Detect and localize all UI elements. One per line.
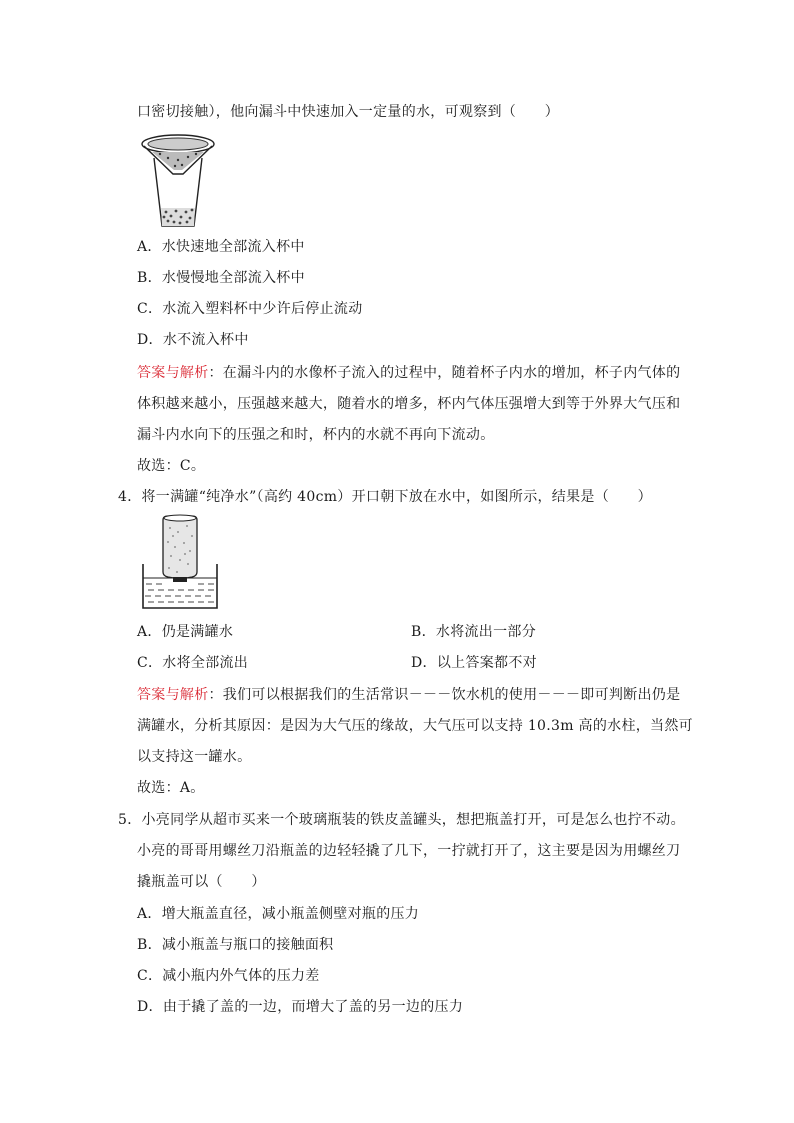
q5-stem-line-1: 5．小亮同学从超市买来一个玻璃瓶装的铁皮盖罐头，想把瓶盖打开，可是怎么也拧不动。 — [118, 812, 685, 828]
funnel-cup-figure — [140, 130, 216, 232]
q3-choice: 故选：C。 — [137, 458, 206, 474]
q4-analysis-text-1: ：我们可以根据我们的生活常识－－－饮水机的使用－－－即可判断出仍是 — [208, 687, 681, 703]
q4-option-b: B．水将流出一部分 — [411, 624, 536, 640]
q3-option-b: B．水慢慢地全部流入杯中 — [137, 270, 305, 286]
q5-stem-line-3: 撬瓶盖可以（ ） — [137, 874, 266, 890]
q3-analysis-line-3: 漏斗内水向下的压强之和时，杯内的水就不再向下流动。 — [137, 427, 495, 443]
q4-analysis-line-3: 以支持这一罐水。 — [137, 749, 252, 765]
q3-option-c: C．水流入塑料杯中少许后停止流动 — [137, 301, 363, 317]
q3-analysis-text-1: ：在漏斗内的水像杯子流入的过程中，随着杯子内水的增加，杯子内气体的 — [208, 365, 681, 381]
q3-stem-tail: 口密切接触），他向漏斗中快速加入一定量的水，可观察到（ ） — [137, 104, 559, 120]
inverted-bottle-figure — [140, 514, 220, 612]
q4-option-a: A．仍是满罐水 — [137, 624, 234, 640]
q4-analysis-line-1 — [137, 685, 680, 705]
q5-option-a: A．增大瓶盖直径，减小瓶盖侧壁对瓶的压力 — [137, 906, 420, 922]
q4-analysis-line-2: 满罐水，分析其原因：是因为大气压的缘故，大气压可以支持 10.3m 高的水柱，当然可 — [137, 718, 693, 734]
q4-stem: 4．将一满罐“纯净水”（高约 40cm）开口朝下放在水中，如图所示，结果是（ ） — [118, 489, 652, 505]
q4-option-d: D．以上答案都不对 — [411, 655, 537, 671]
q3-analysis-label: 答案与解析 — [137, 365, 209, 381]
q4-analysis-label: 答案与解析 — [137, 687, 209, 703]
q3-analysis-line-2: 体积越来越小，压强越来越大，随着水的增多，杯内气体压强增大到等于外界大气压和 — [137, 396, 681, 412]
q5-option-d: D．由于撬了盖的一边，而增大了盖的另一边的压力 — [137, 999, 464, 1015]
q3-option-d: D．水不流入杯中 — [137, 332, 249, 348]
q3-analysis-line-1 — [137, 363, 680, 383]
q4-option-c: C．水将全部流出 — [137, 655, 249, 671]
q5-option-b: B．减小瓶盖与瓶口的接触面积 — [137, 937, 334, 953]
q3-option-a: A．水快速地全部流入杯中 — [137, 239, 305, 255]
q5-stem-line-2: 小亮的哥哥用螺丝刀沿瓶盖的边轻轻撬了几下，一拧就打开了，这主要是因为用螺丝刀 — [137, 843, 681, 859]
q5-option-c: C．减小瓶内外气体的压力差 — [137, 968, 320, 984]
q4-choice: 故选：A。 — [137, 780, 205, 796]
